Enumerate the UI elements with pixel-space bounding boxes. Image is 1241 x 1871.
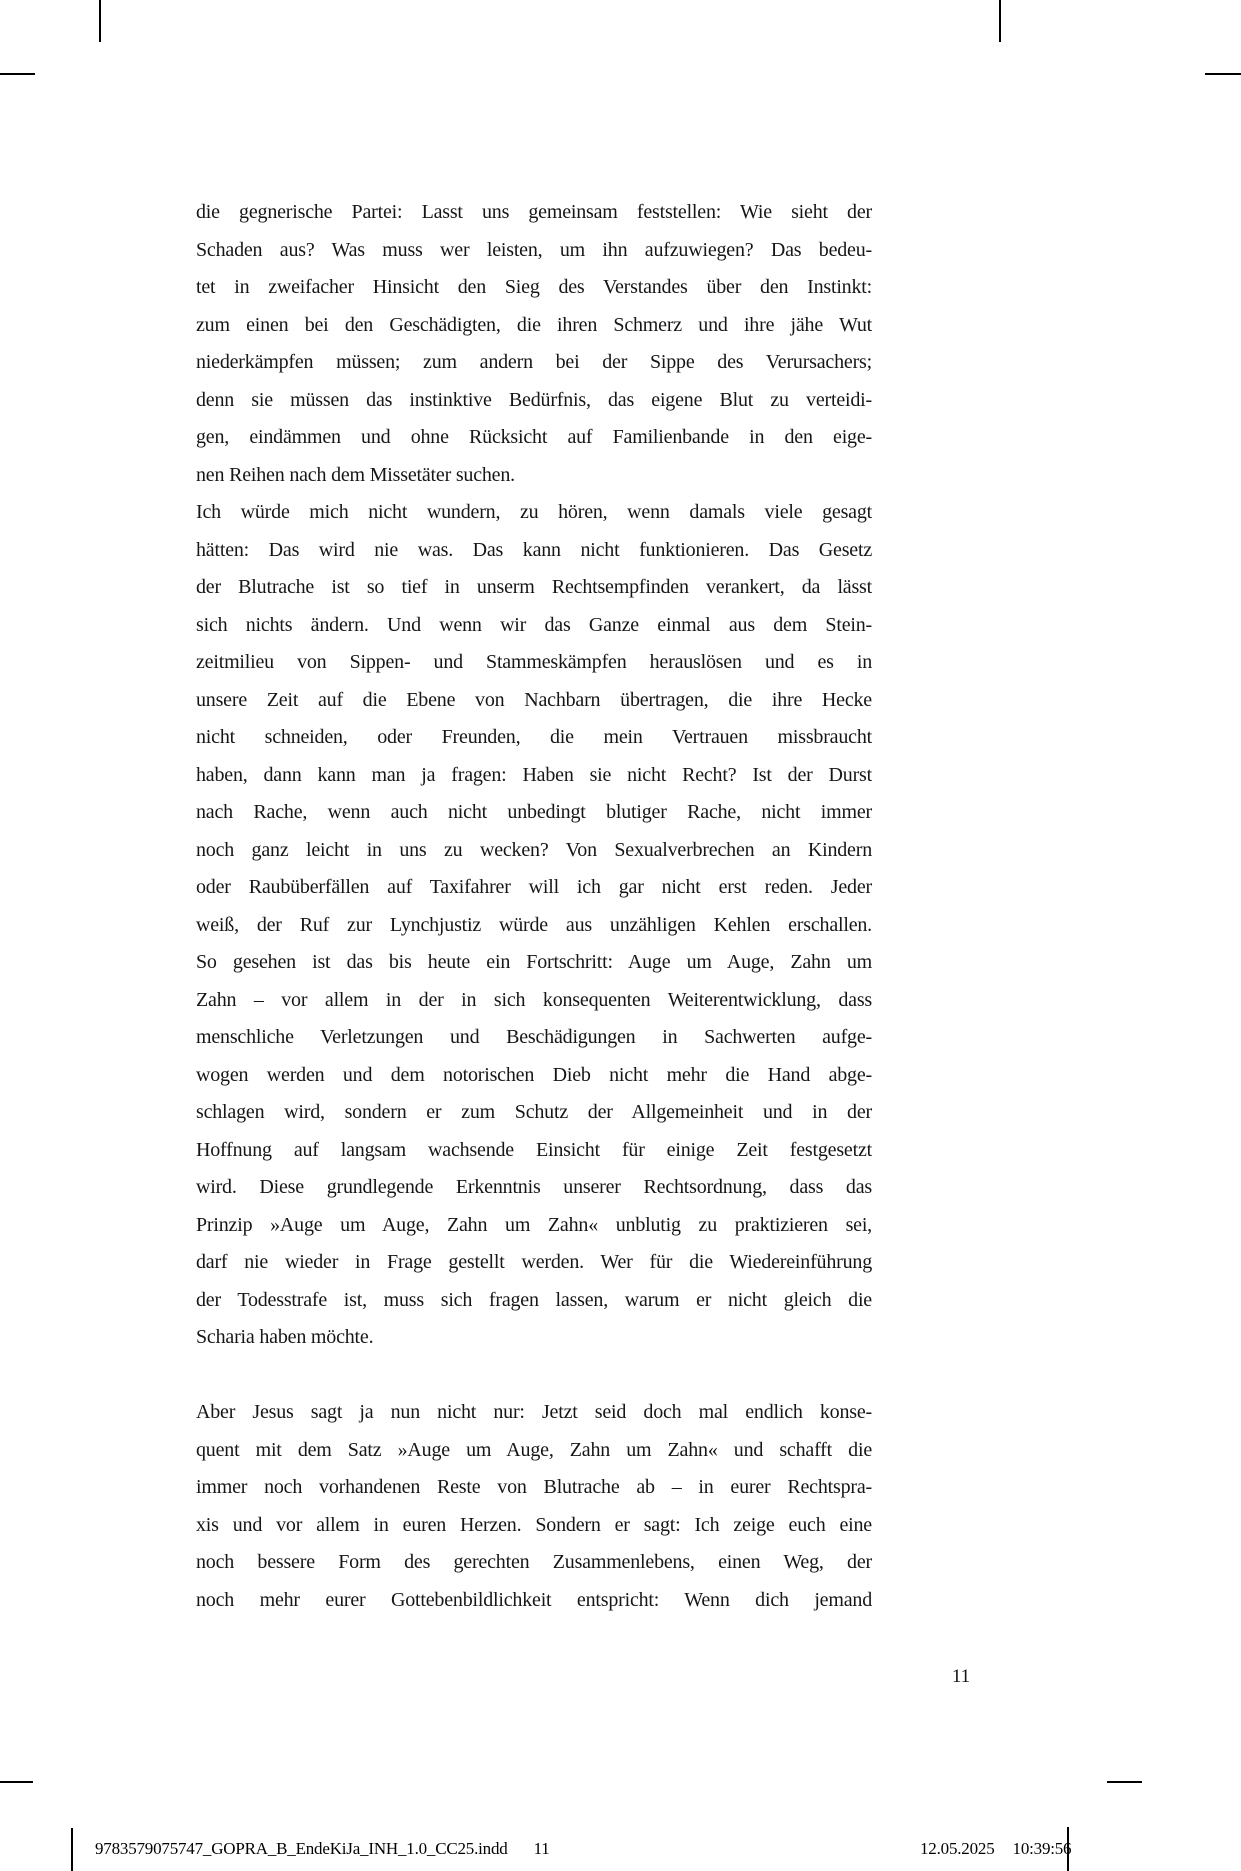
text-line: gen, eindämmen und ohne Rücksicht auf Familienbande in den eige-: [196, 426, 872, 448]
text-line: wogen werden und dem notorischen Dieb nicht mehr die Hand abge-: [196, 1063, 872, 1086]
text-line: menschliche Verletzungen und Beschädigungen in Sachwerten aufge-: [196, 1026, 872, 1048]
text-block: [196, 194, 872, 1619]
page-number: 11: [951, 1666, 971, 1687]
text-line: wird. Diese grundlegende Erkenntnis unserer Rechtsordnung, dass das: [196, 1176, 872, 1198]
text-line: noch mehr eurer Gottebenbildlichkeit entspricht: Wenn dich jemand: [196, 1588, 872, 1611]
text-line: hätten: Das wird nie was. Das kann nicht funktionieren. Das Gesetz: [196, 538, 872, 561]
crop-mark-bottom-right-horizontal: [1107, 1781, 1142, 1783]
slug-page-number: 11: [533, 1839, 550, 1858]
text-line: immer noch vorhandenen Reste von Blutrache ab – in eurer Rechtspra-: [196, 1476, 872, 1498]
crop-mark-top-right-vertical: [999, 0, 1001, 42]
text-line: xis und vor allem in euren Herzen. Sondern er sagt: Ich zeige euch eine: [196, 1513, 872, 1536]
text-line: der Blutrache ist so tief in unserm Rechtsempfinden verankert, da lässt: [196, 576, 872, 598]
text-line: der Todesstrafe ist, muss sich fragen lassen, warum er nicht gleich die: [196, 1288, 872, 1311]
crop-mark-top-right-horizontal: [1205, 73, 1241, 75]
text-line: die gegnerische Partei: Lasst uns gemeinsam feststellen: Wie sieht der: [196, 201, 872, 223]
text-line: nen Reihen nach dem Missetäter suchen.: [196, 463, 515, 486]
text-line: nicht schneiden, oder Freunden, die mein Vertrauen missbraucht: [196, 726, 872, 748]
text-line: zum einen bei den Geschädigten, die ihren Schmerz und ihre jähe Wut: [196, 313, 872, 336]
paragraph-spacer: [196, 1357, 872, 1395]
slug-timestamp: [920, 1839, 1071, 1859]
slug-date: 12.05.2025: [920, 1839, 995, 1858]
text-line: unsere Zeit auf die Ebene von Nachbarn übertragen, die ihre Hecke: [196, 688, 872, 711]
text-line: tet in zweifacher Hinsicht den Sieg des Verstandes über den Instinkt:: [196, 276, 872, 298]
text-line: weiß, der Ruf zur Lynchjustiz würde aus unzähligen Kehlen erschallen.: [196, 913, 872, 936]
text-line: Hoffnung auf langsam wachsende Einsicht für einige Zeit festgesetzt: [196, 1138, 872, 1161]
text-line: oder Raubüberfällen auf Taxifahrer will ich gar nicht erst reden. Jeder: [196, 876, 872, 898]
crop-mark-top-left-vertical: [99, 0, 101, 42]
text-line: quent mit dem Satz »Auge um Auge, Zahn um Zahn« und schafft die: [196, 1438, 872, 1461]
text-line: So gesehen ist das bis heute ein Fortschritt: Auge um Auge, Zahn um: [196, 951, 872, 973]
slug-filename: 9783579075747_GOPRA_B_EndeKiJa_INH_1.0_CC25.indd: [95, 1839, 508, 1858]
text-line: schlagen wird, sondern er zum Schutz der Allgemeinheit und in der: [196, 1101, 872, 1123]
text-line: noch bessere Form des gerechten Zusammenlebens, einen Weg, der: [196, 1551, 872, 1573]
text-line: zeitmilieu von Sippen- und Stammeskämpfen herauslösen und es in: [196, 651, 872, 673]
text-line: darf nie wieder in Frage gestellt werden. Wer für die Wiedereinführung: [196, 1251, 872, 1273]
text-line: noch ganz leicht in uns zu wecken? Von Sexualverbrechen an Kindern: [196, 838, 872, 861]
text-line: Scharia haben möchte.: [196, 1326, 374, 1348]
text-line: Aber Jesus sagt ja nun nicht nur: Jetzt seid doch mal endlich konse-: [196, 1401, 872, 1423]
crop-mark-bottom-left-horizontal: [0, 1781, 33, 1783]
slug-file-info: [95, 1839, 550, 1859]
text-line: niederkämpfen müssen; zum andern bei der Sippe des Verursachers;: [196, 351, 872, 373]
crop-mark-bottom-left-vertical: [71, 1828, 73, 1871]
text-line: Ich würde mich nicht wundern, zu hören, wenn damals viele gesagt: [196, 501, 872, 523]
text-line: haben, dann kann man ja fragen: Haben sie nicht Recht? Ist der Durst: [196, 763, 872, 786]
slug-time: 10:39:56: [1012, 1839, 1072, 1858]
text-line: nach Rache, wenn auch nicht unbedingt blutiger Rache, nicht immer: [196, 801, 872, 823]
text-line: denn sie müssen das instinktive Bedürfnis, das eigene Blut zu verteidi-: [196, 388, 872, 411]
text-line: Prinzip »Auge um Auge, Zahn um Zahn« unblutig zu praktizieren sei,: [196, 1213, 872, 1236]
crop-mark-top-left-horizontal: [0, 73, 35, 75]
text-line: Zahn – vor allem in der in sich konsequenten Weiterentwicklung, dass: [196, 988, 872, 1011]
text-line: Schaden aus? Was muss wer leisten, um ihn aufzuwiegen? Das bedeu-: [196, 238, 872, 261]
text-line: sich nichts ändern. Und wenn wir das Ganze einmal aus dem Stein-: [196, 613, 872, 636]
